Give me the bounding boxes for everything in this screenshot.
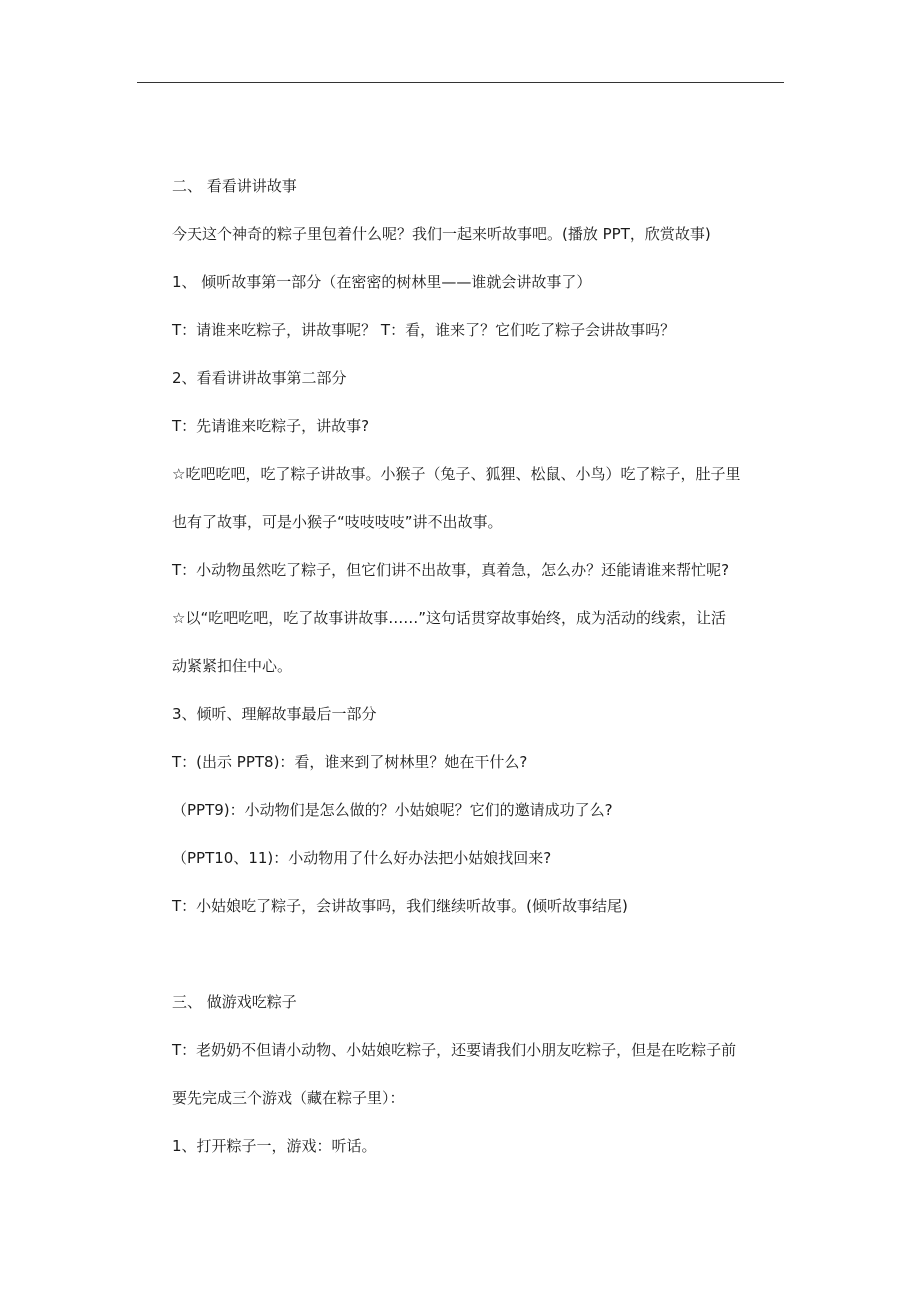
- paragraph: T：小动物虽然吃了粽子，但它们讲不出故事，真着急，怎么办？还能请谁来帮忙呢?: [172, 561, 730, 579]
- paragraph: （PPT10、11)：小动物用了什么好办法把小姑娘找回来?: [172, 849, 552, 867]
- section-heading-2: 二、 看看讲讲故事: [172, 177, 297, 195]
- paragraph: 3、倾听、理解故事最后一部分: [172, 705, 377, 723]
- paragraph-continuation: 动紧紧扣住中心。: [172, 657, 293, 675]
- paragraph: 今天这个神奇的粽子里包着什么呢？我们一起来听故事吧。(播放 PPT，欣赏故事): [172, 225, 711, 243]
- header-rule: [137, 82, 784, 83]
- paragraph: T：老奶奶不但请小动物、小姑娘吃粽子，还要请我们小朋友吃粽子，但是在吃粽子前: [172, 1041, 737, 1059]
- paragraph: 1、 倾听故事第一部分（在密密的树林里——谁就会讲故事了）: [172, 273, 592, 291]
- paragraph: T：小姑娘吃了粽子，会讲故事吗，我们继续听故事。(倾听故事结尾): [172, 897, 628, 915]
- paragraph: T：请谁来吃粽子，讲故事呢？ T：看，谁来了？它们吃了粽子会讲故事吗？: [172, 321, 676, 339]
- paragraph: T：先请谁来吃粽子，讲故事?: [172, 417, 370, 435]
- paragraph: ☆以“吃吧吃吧，吃了故事讲故事……”这句话贯穿故事始终，成为活动的线索，让活: [172, 609, 726, 627]
- paragraph-continuation: 要先完成三个游戏（藏在粽子里）：: [172, 1089, 405, 1107]
- section-heading-3: 三、 做游戏吃粽子: [172, 993, 297, 1011]
- paragraph: 1、打开粽子一，游戏：听话。: [172, 1137, 377, 1155]
- paragraph-continuation: 也有了故事，可是小猴子“吱吱吱吱”讲不出故事。: [172, 513, 503, 531]
- paragraph: T：(出示 PPT8)：看，谁来到了树林里？她在干什么?: [172, 753, 528, 771]
- paragraph: ☆吃吧吃吧，吃了粽子讲故事。小猴子（兔子、狐狸、松鼠、小鸟）吃了粽子，肚子里: [172, 465, 741, 483]
- paragraph: （PPT9)：小动物们是怎么做的？小姑娘呢？它们的邀请成功了么?: [172, 801, 613, 819]
- paragraph: 2、看看讲讲故事第二部分: [172, 369, 347, 387]
